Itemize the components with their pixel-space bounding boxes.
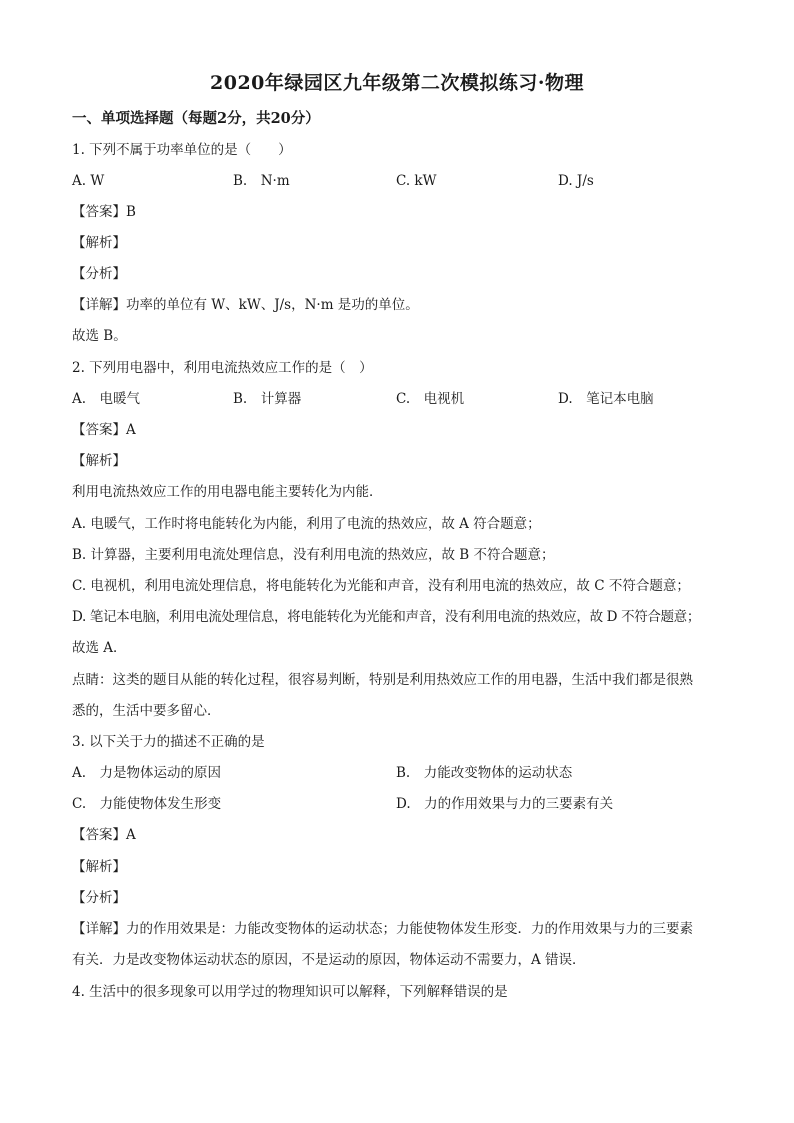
question-2-line-2: A. 电暖气，工作时将电能转化为内能，利用了电流的热效应，故 A 符合题意； (72, 516, 541, 532)
question-2-answer: 【答案】A (72, 422, 136, 438)
question-3-option-a: A. 力是物体运动的原因 (72, 765, 222, 781)
question-2-line-5: D. 笔记本电脑，利用电流处理信息，将电能转化为光能和声音，没有利用电流的热效应，故 D 不符合题意； (72, 609, 700, 625)
question-3-stem: 3. 以下关于力的描述不正确的是 (72, 734, 265, 750)
question-1-detail: 【详解】功率的单位有 W、kW、J/s，N·m 是功的单位。 (72, 297, 419, 313)
question-2-option-b: B. 计算器 (233, 391, 302, 407)
question-3-option-c: C. 力能使物体发生形变 (72, 796, 222, 812)
question-2-option-a: A. 电暖气 (72, 391, 141, 407)
question-1-conclusion: 故选 B。 (72, 328, 127, 344)
question-2-jiexi: 【解析】 (72, 453, 126, 469)
question-4-stem: 4. 生活中的很多现象可以用学过的物理知识可以解释，下列解释错误的是 (72, 984, 508, 1000)
question-2-line-1: 利用电流热效应工作的用电器电能主要转化为内能． (72, 484, 383, 500)
question-2-option-c: C. 电视机 (396, 391, 465, 407)
document-title: 2020年绿园区九年级第二次模拟练习·物理 (210, 72, 584, 94)
question-1-option-b: B. N·m (233, 173, 290, 189)
question-3-detail-1: 【详解】力的作用效果是：力能改变物体的运动状态；力能使物体发生形变．力的作用效果与力的三要素 (72, 921, 693, 937)
question-2-stem: 2. 下列用电器中，利用电流热效应工作的是（ ） (72, 360, 373, 376)
question-2-line-3: B. 计算器，主要利用电流处理信息，没有利用电流的热效应，故 B 不符合题意； (72, 547, 555, 563)
section-heading: 一、单项选择题（每题2分，共20分） (72, 110, 320, 127)
question-3-option-d: D. 力的作用效果与力的三要素有关 (396, 796, 614, 812)
question-3-option-b: B. 力能改变物体的运动状态 (396, 765, 573, 781)
question-1-option-c: C. kW (396, 173, 437, 189)
question-3-detail-2: 有关．力是改变物体运动状态的原因，不是运动的原因，物体运动不需要力，A 错误． (72, 952, 586, 968)
question-1-jiexi: 【解析】 (72, 235, 126, 251)
question-1-fenxi: 【分析】 (72, 266, 126, 282)
question-2-option-d: D. 笔记本电脑 (558, 391, 654, 407)
question-1-option-a: A. W (72, 173, 105, 189)
question-2-line-8: 悉的，生活中要多留心． (72, 703, 221, 719)
question-2-line-4: C. 电视机，利用电流处理信息，将电能转化为光能和声音，没有利用电流的热效应，故 C 不符合题意； (72, 578, 690, 594)
question-1-stem: 1. 下列不属于功率单位的是（ ） (72, 142, 292, 158)
question-1-answer: 【答案】B (72, 204, 136, 220)
question-2-line-6: 故选 A． (72, 640, 127, 656)
question-2-line-7: 点睛：这类的题目从能的转化过程，很容易判断，特别是利用热效应工作的用电器，生活中我们都是很熟 (72, 672, 693, 688)
question-3-jiexi: 【解析】 (72, 859, 126, 875)
question-3-fenxi: 【分析】 (72, 890, 126, 906)
question-3-answer: 【答案】A (72, 827, 136, 843)
question-1-option-d: D. J/s (558, 173, 594, 189)
